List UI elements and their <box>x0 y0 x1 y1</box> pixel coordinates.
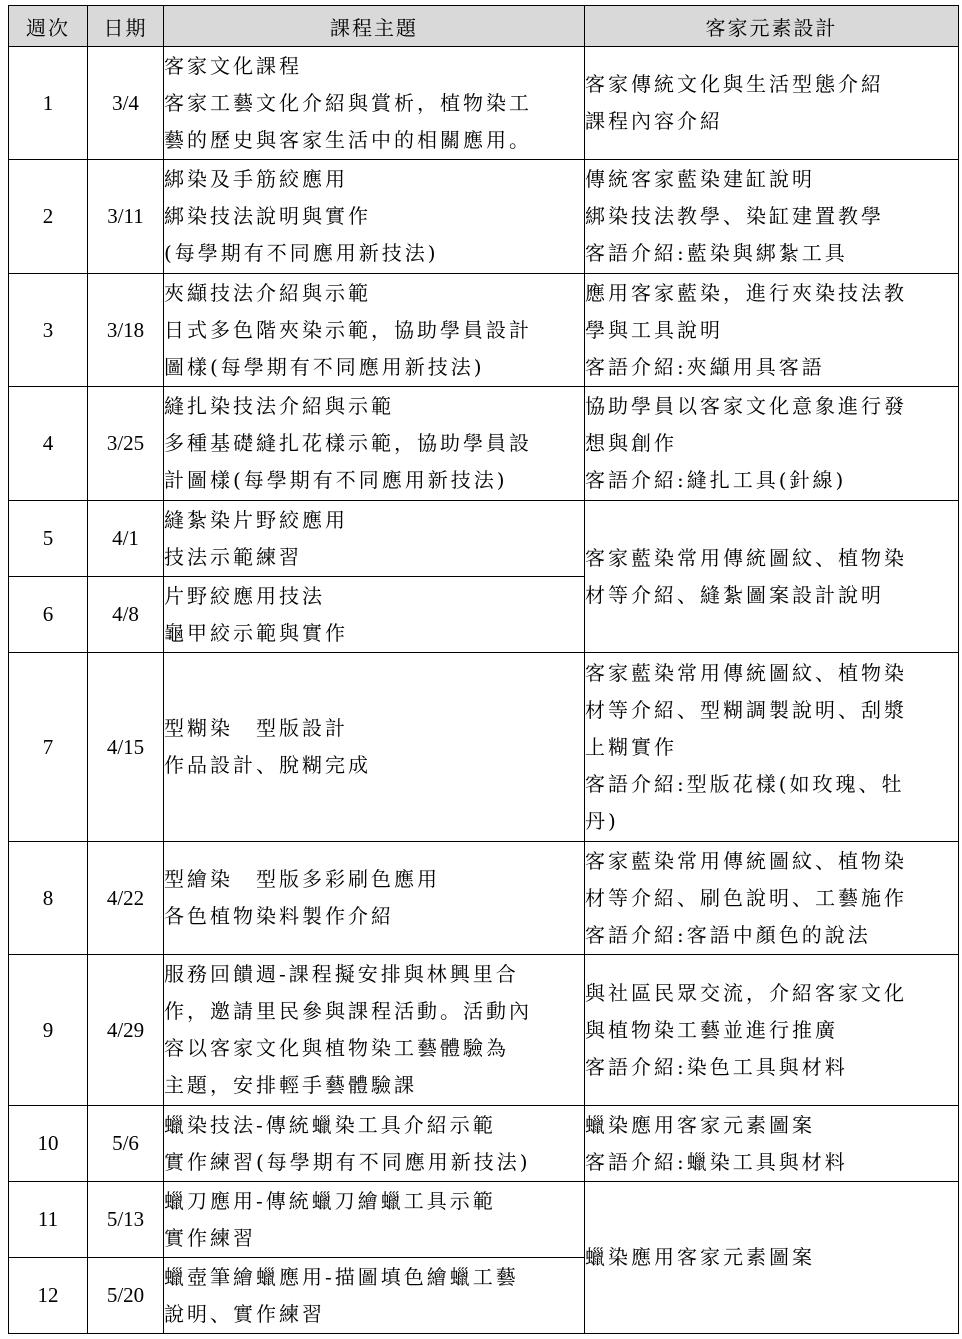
week-cell: 10 <box>9 1106 88 1182</box>
table-row <box>9 955 959 1106</box>
topic-line: 多種基礎縫扎花樣示範，協助學員設 <box>164 431 532 455</box>
hakka-element-cell <box>585 274 959 387</box>
topic-line: 作品設計、脫糊完成 <box>164 753 371 777</box>
hakka-line: 傳統客家藍染建缸說明 <box>585 167 815 191</box>
table-row <box>9 842 959 955</box>
topic-cell <box>164 47 585 160</box>
topic-line: 龜甲絞示範與實作 <box>164 620 348 645</box>
topic-line: 實作練習 <box>164 1225 256 1250</box>
topic-line: 客家文化課程 <box>164 53 302 78</box>
topic-cell <box>164 387 585 501</box>
course-schedule-table <box>8 5 959 1334</box>
hakka-line: 蠟染應用客家元素圖案 <box>585 1245 815 1269</box>
hakka-element-cell <box>585 653 959 842</box>
week-cell: 11 <box>9 1182 88 1258</box>
topic-cell <box>164 577 585 653</box>
topic-line: 夾纈技法介紹與示範 <box>164 280 371 305</box>
topic-line: 客家工藝文化介紹與賞析，植物染工 <box>164 90 532 115</box>
topic-line: 片野絞應用技法 <box>164 583 325 608</box>
week-cell: 4 <box>9 387 88 501</box>
topic-line: (每學期有不同應用新技法) <box>164 241 439 265</box>
topic-line: 說明、實作練習 <box>164 1301 325 1326</box>
hakka-line: 協助學員以客家文化意象進行發 <box>585 394 907 418</box>
topic-cell <box>164 955 585 1106</box>
week-cell: 9 <box>9 955 88 1106</box>
topic-line: 綁染及手筋絞應用 <box>164 167 348 191</box>
date-cell: 3/4 <box>88 47 164 160</box>
topic-cell <box>164 653 585 842</box>
hakka-line: 與社區民眾交流，介紹客家文化 <box>585 980 907 1005</box>
table-row <box>9 1106 959 1182</box>
topic-cell <box>164 842 585 955</box>
topic-cell <box>164 274 585 387</box>
table-row <box>9 274 959 387</box>
hakka-element-cell <box>585 955 959 1106</box>
hakka-line: 材等介紹、刷色說明、工藝施作 <box>585 885 907 910</box>
hakka-line: 客語介紹:型版花樣(如玫瑰、牡 <box>585 771 905 796</box>
hakka-line: 材等介紹、縫紮圖案設計說明 <box>585 582 884 607</box>
hakka-line: 客語介紹:縫扎工具(針線) <box>585 468 847 492</box>
topic-cell <box>164 1258 585 1334</box>
header-topic: 課程主題 <box>164 6 585 47</box>
hakka-line: 蠟染應用客家元素圖案 <box>585 1112 815 1137</box>
hakka-line: 客語介紹:客語中顏色的說法 <box>585 922 871 947</box>
header-row <box>9 6 959 47</box>
hakka-element-cell <box>585 501 959 653</box>
date-cell: 4/15 <box>88 653 164 842</box>
date-cell: 4/8 <box>88 577 164 653</box>
topic-line: 容以客家文化與植物染工藝體驗為 <box>164 1036 509 1060</box>
topic-line: 縫紮染片野絞應用 <box>164 507 348 532</box>
topic-line: 計圖樣(每學期有不同應用新技法) <box>164 468 508 492</box>
topic-cell <box>164 1182 585 1258</box>
topic-line: 綁染技法說明與實作 <box>164 204 371 228</box>
week-cell: 5 <box>9 501 88 577</box>
date-cell: 4/29 <box>88 955 164 1106</box>
hakka-line: 客家藍染常用傳統圖紋、植物染 <box>585 848 907 873</box>
date-cell: 3/18 <box>88 274 164 387</box>
date-cell: 5/20 <box>88 1258 164 1334</box>
topic-line: 服務回饋週-課程擬安排與林興里合 <box>164 962 519 986</box>
date-cell: 3/11 <box>88 160 164 274</box>
topic-line: 作，邀請里民參與課程活動。活動內 <box>164 999 532 1023</box>
table-row <box>9 47 959 160</box>
header-week: 週次 <box>9 6 88 47</box>
hakka-line: 應用客家藍染，進行夾染技法教 <box>585 280 907 305</box>
topic-line: 縫扎染技法介紹與示範 <box>164 394 394 418</box>
hakka-line: 想與創作 <box>585 431 677 455</box>
topic-cell <box>164 501 585 577</box>
topic-line: 蠟壺筆繪蠟應用-描圖填色繪蠟工藝 <box>164 1264 519 1289</box>
week-cell: 2 <box>9 160 88 274</box>
topic-cell <box>164 1106 585 1182</box>
topic-line: 型繪染 型版多彩刷色應用 <box>164 867 440 891</box>
topic-line: 藝的歷史與客家生活中的相關應用。 <box>164 127 532 152</box>
table-row <box>9 653 959 842</box>
week-cell: 7 <box>9 653 88 842</box>
hakka-line: 與植物染工藝並進行推廣 <box>585 1017 838 1042</box>
hakka-element-cell <box>585 1106 959 1182</box>
date-cell: 5/6 <box>88 1106 164 1182</box>
hakka-element-cell <box>585 1182 959 1334</box>
week-cell: 12 <box>9 1258 88 1334</box>
hakka-line: 客語介紹:染色工具與材料 <box>585 1054 848 1079</box>
hakka-line: 課程內容介紹 <box>585 109 723 133</box>
hakka-line: 客語介紹:夾纈用具客語 <box>585 354 825 379</box>
topic-line: 主題，安排輕手藝體驗課 <box>164 1073 417 1097</box>
hakka-element-cell <box>585 387 959 501</box>
week-cell: 1 <box>9 47 88 160</box>
hakka-line: 丹) <box>585 808 619 833</box>
topic-line: 各色植物染料製作介紹 <box>164 904 394 928</box>
header-hakka-element: 客家元素設計 <box>585 6 959 47</box>
topic-line: 型糊染 型版設計 <box>164 716 348 740</box>
table-row <box>9 160 959 274</box>
hakka-element-cell <box>585 842 959 955</box>
date-cell: 4/1 <box>88 501 164 577</box>
date-cell: 4/22 <box>88 842 164 955</box>
topic-line: 蠟染技法-傳統蠟染工具介紹示範 <box>164 1112 496 1137</box>
hakka-line: 學與工具說明 <box>585 317 723 342</box>
date-cell: 3/25 <box>88 387 164 501</box>
hakka-line: 上糊實作 <box>585 734 677 759</box>
table-row <box>9 501 959 577</box>
hakka-line: 客語介紹:蠟染工具與材料 <box>585 1149 848 1174</box>
topic-line: 技法示範練習 <box>164 544 302 569</box>
hakka-element-cell <box>585 160 959 274</box>
topic-line: 日式多色階夾染示範，協助學員設計 <box>164 317 532 342</box>
week-cell: 6 <box>9 577 88 653</box>
hakka-element-cell <box>585 47 959 160</box>
hakka-line: 客家傳統文化與生活型態介紹 <box>585 72 884 96</box>
table-row <box>9 1182 959 1258</box>
topic-line: 蠟刀應用-傳統蠟刀繪蠟工具示範 <box>164 1188 496 1213</box>
header-date: 日期 <box>88 6 164 47</box>
topic-line: 圖樣(每學期有不同應用新技法) <box>164 354 485 379</box>
topic-line: 實作練習(每學期有不同應用新技法) <box>164 1149 531 1174</box>
week-cell: 8 <box>9 842 88 955</box>
hakka-line: 材等介紹、型糊調製說明、刮漿 <box>585 697 907 722</box>
hakka-line: 客家藍染常用傳統圖紋、植物染 <box>585 660 907 685</box>
hakka-line: 綁染技法教學、染缸建置教學 <box>585 204 884 228</box>
table-row <box>9 387 959 501</box>
date-cell: 5/13 <box>88 1182 164 1258</box>
week-cell: 3 <box>9 274 88 387</box>
hakka-line: 客家藍染常用傳統圖紋、植物染 <box>585 545 907 570</box>
topic-cell <box>164 160 585 274</box>
hakka-line: 客語介紹:藍染與綁紮工具 <box>585 241 848 265</box>
